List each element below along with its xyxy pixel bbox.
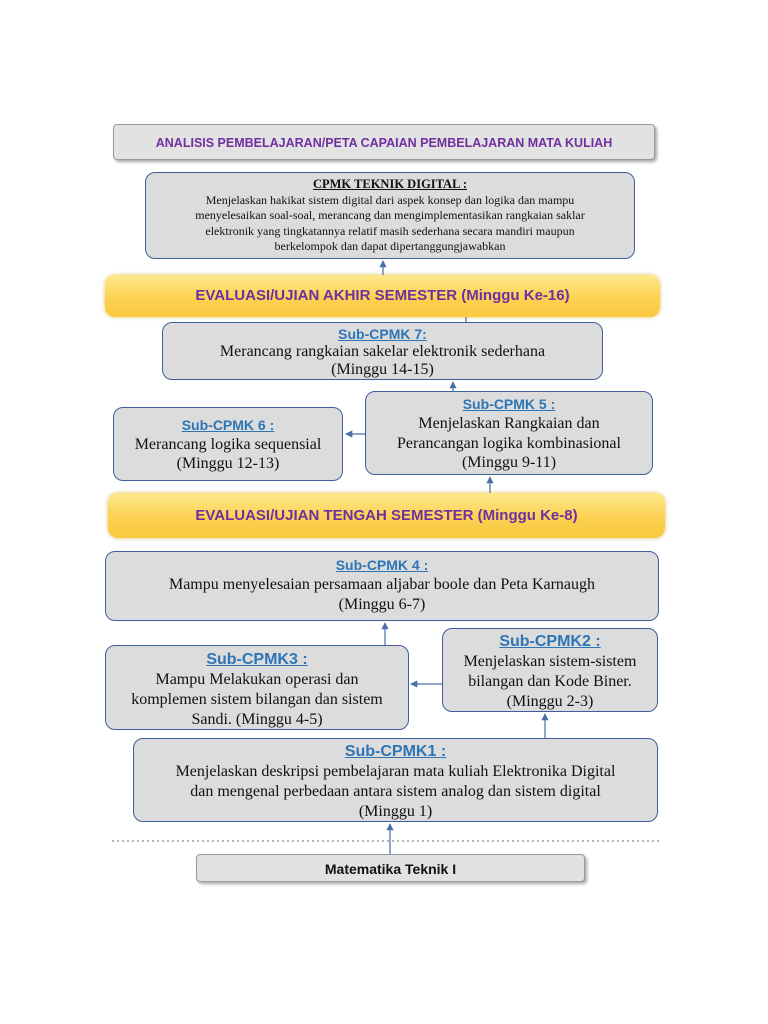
sub-cpmk-6-text: Merancang logika sequensial (Minggu 12-13) [134, 436, 322, 472]
sub-cpmk-5-text: Menjelaskan Rangkaian dan Perancangan logika kombinasional (Minggu 9-11) [397, 415, 621, 471]
sub-cpmk-4-text: Mampu menyelesaian persamaan aljabar boole dan Peta Karnaugh (Minggu 6-7) [168, 576, 596, 613]
sub-cpmk-3-text: Mampu Melakukan operasi dan komplemen sistem bilangan dan sistem Sandi. (Minggu 4-5) [131, 671, 383, 728]
sub-cpmk-2-title: Sub-CPMK2 : [499, 633, 601, 650]
cpmk-title: CPMK TEKNIK DIGITAL : [312, 177, 468, 191]
sub-cpmk-4-title: Sub-CPMK 4 : [335, 557, 429, 573]
final-exam-label: EVALUASI/UJIAN AKHIR SEMESTER (Minggu Ke-16) [195, 287, 570, 304]
sub-cpmk-5-title: Sub-CPMK 5 : [462, 396, 556, 412]
sub-cpmk-2-text: Menjelaskan sistem-sistem bilangan dan Kode Biner. (Minggu 2-3) [463, 653, 637, 710]
sub-cpmk-1-text: Menjelaskan deskripsi pembelajaran mata kuliah Elektronika Digital dan mengenal perbedaan antara sistem analog dan sistem digital (Minggu 1) [175, 763, 616, 820]
sub-cpmk-7-text: Merancang rangkaian sakelar elektronik sederhana (Minggu 14-15) [219, 343, 546, 378]
mid-exam-label: EVALUASI/UJIAN TENGAH SEMESTER (Minggu Ke-8) [195, 507, 578, 524]
page-title: ANALISIS PEMBELAJARAN/PETA CAPAIAN PEMBELAJARAN MATA KULIAH [155, 136, 613, 150]
sub-cpmk-6-title: Sub-CPMK 6 : [181, 417, 275, 433]
cpmk-text: Menjelaskan hakikat sistem digital dari aspek konsep dan logika dan mampu menyelesaikan soal-soal, merancang dan mengimplementasikan rangkaian saklar elektronik yang tingkatannya relatif masih sederhana secara mandiri maupun berkelompok dan dapat dipertanggungjawabkan [195, 192, 585, 253]
sub-cpmk-3-title: Sub-CPMK3 : [206, 651, 308, 668]
prerequisite-label: Matematika Teknik I [324, 861, 457, 877]
sub-cpmk-1-title: Sub-CPMK1 : [344, 743, 447, 760]
sub-cpmk-7-title: Sub-CPMK 7: [338, 326, 427, 342]
